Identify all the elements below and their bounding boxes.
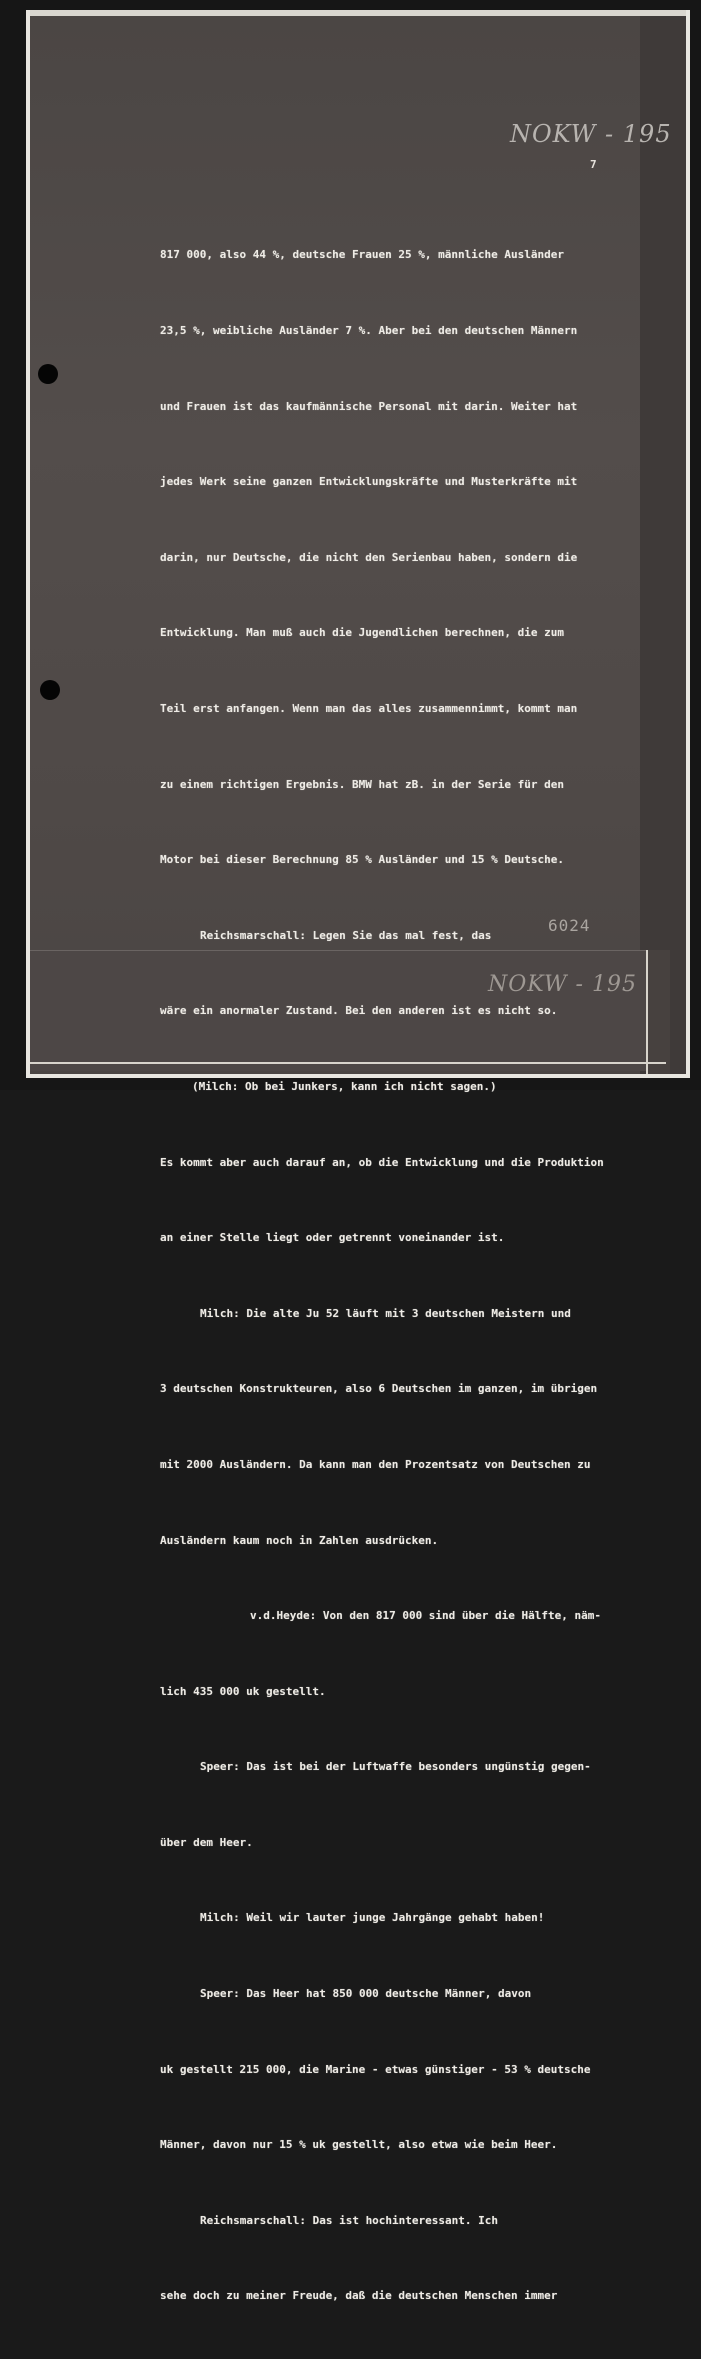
- page-number: 7: [590, 158, 597, 171]
- text-line: Entwicklung. Man muß auch die Jugendlichen berechnen, die zum: [160, 626, 564, 640]
- text-line: und Frauen ist das kaufmännische Personal mit darin. Weiter hat: [160, 399, 578, 413]
- punch-hole-lower: [40, 680, 60, 700]
- text-line: mit 2000 Ausländern. Da kann man den Prozentsatz von Deutschen zu: [160, 1457, 591, 1471]
- text-line: an einer Stelle liegt oder getrennt voneinander ist.: [160, 1231, 505, 1245]
- text-line: Teil erst anfangen. Wenn man das alles zusammennimmt, kommt man: [160, 701, 578, 715]
- text-line: darin, nur Deutsche, die nicht den Serienbau haben, sondern die: [160, 550, 578, 564]
- text-line: (Milch: Ob bei Junkers, kann ich nicht sagen.): [192, 1079, 497, 1093]
- text-line: Speer: Das Heer hat 850 000 deutsche Männer, davon: [200, 1987, 532, 2001]
- archive-stamp-top: NOKW - 195: [510, 120, 672, 148]
- text-line: uk gestellt 215 000, die Marine - etwas günstiger - 53 % deutsche: [160, 2062, 591, 2076]
- text-line: 817 000, also 44 %, deutsche Frauen 25 %, männliche Ausländer: [160, 248, 564, 262]
- text-line: jedes Werk seine ganzen Entwicklungskräfte und Musterkräfte mit: [160, 475, 578, 489]
- text-line: Milch: Die alte Ju 52 läuft mit 3 deutschen Meistern und: [200, 1306, 571, 1320]
- text-line: Milch: Weil wir lauter junge Jahrgänge gehabt haben!: [200, 1911, 545, 1925]
- text-line: Männer, davon nur 15 % uk gestellt, also etwa wie beim Heer.: [160, 2138, 558, 2152]
- text-line: v.d.Heyde: Von den 817 000 sind über die Hälfte, näm-: [250, 1609, 601, 1623]
- text-line: sehe doch zu meiner Freude, daß die deutschen Menschen immer: [160, 2289, 558, 2303]
- archive-stamp-bottom: NOKW - 195: [488, 972, 637, 997]
- text-line: Ausländern kaum noch in Zahlen ausdrücken.: [160, 1533, 439, 1547]
- text-line: Reichsmarschall: Legen Sie das mal fest, das: [200, 928, 492, 942]
- text-line: lich 435 000 uk gestellt.: [160, 1684, 326, 1698]
- text-line: Motor bei dieser Berechnung 85 % Ausländer und 15 % Deutsche.: [160, 853, 564, 867]
- text-line: wäre ein anormaler Zustand. Bei den anderen ist es nicht so.: [160, 1004, 558, 1018]
- text-line: Speer: Das ist bei der Luftwaffe besonders ungünstig gegen-: [200, 1760, 591, 1774]
- document-number: 6024: [548, 916, 591, 935]
- punch-hole-upper: [38, 364, 58, 384]
- typewritten-text: [160, 192, 660, 2359]
- text-line: Es kommt aber auch darauf an, ob die Entwicklung und die Produktion: [160, 1155, 604, 1169]
- text-line: 3 deutschen Konstrukteuren, also 6 Deutschen im ganzen, im übrigen: [160, 1382, 598, 1396]
- text-line: zu einem richtigen Ergebnis. BMW hat zB. in der Serie für den: [160, 777, 564, 791]
- text-line: 23,5 %, weibliche Ausländer 7 %. Aber bei den deutschen Männern: [160, 324, 578, 337]
- text-line: über dem Heer.: [160, 1835, 253, 1849]
- text-line: Reichsmarschall: Das ist hochinteressant. Ich: [200, 2213, 499, 2227]
